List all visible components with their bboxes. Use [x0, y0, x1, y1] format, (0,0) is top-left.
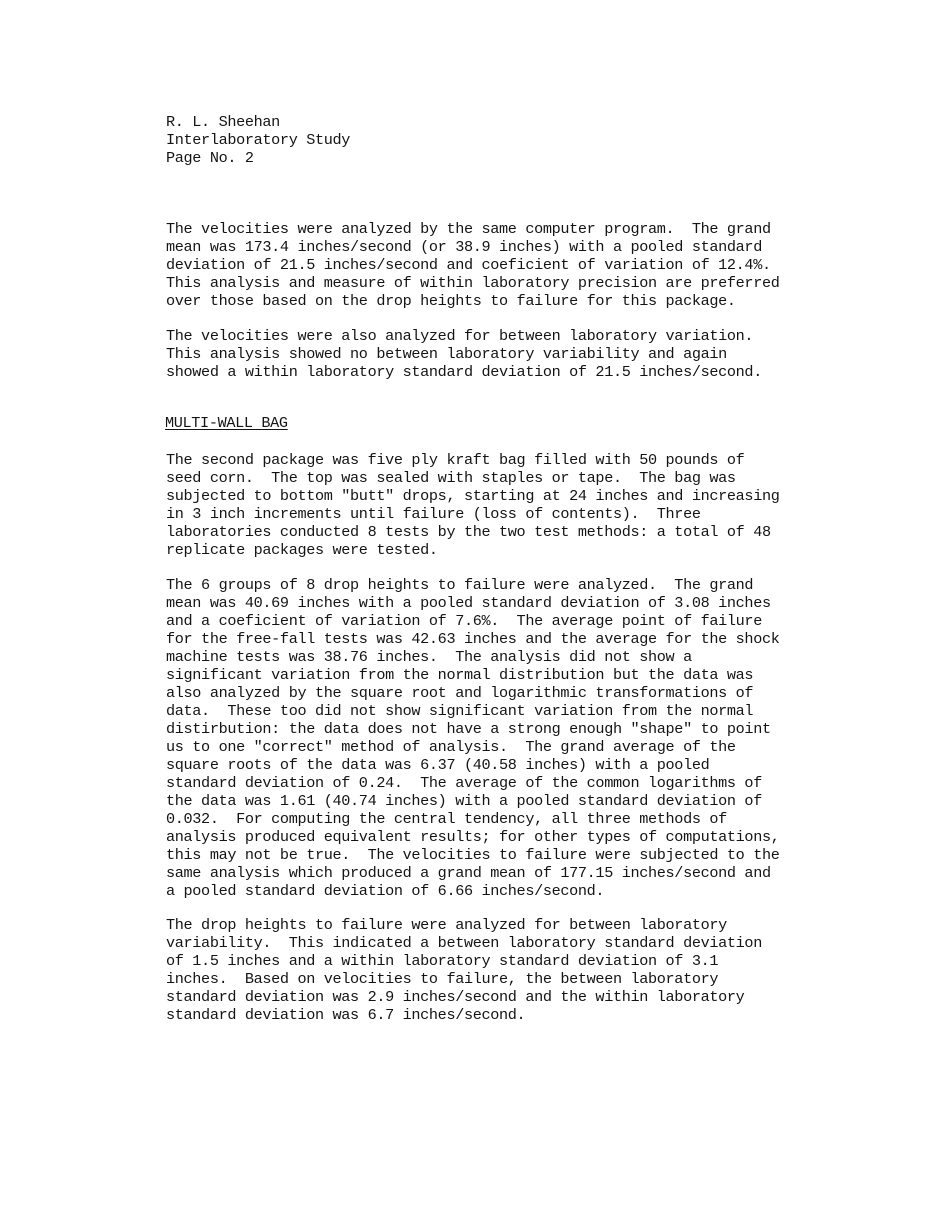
section-heading: MULTI-WALL BAG	[165, 414, 288, 432]
text-line: showed a within laboratory standard deviation of 21.5 inches/second.	[166, 363, 762, 381]
text-line: 0.032. For computing the central tendency, all three methods of	[166, 810, 727, 828]
text-line: laboratories conducted 8 tests by the two test methods: a total of 48	[166, 523, 771, 541]
text-line: square roots of the data was 6.37 (40.58 inches) with a pooled	[166, 756, 710, 774]
text-line: significant variation from the normal distribution but the data was	[166, 666, 754, 684]
text-line: distirbution: the data does not have a strong enough "shape" to point	[166, 720, 771, 738]
header-subject: Interlaboratory Study	[166, 131, 351, 149]
text-line: This analysis and measure of within laboratory precision are preferred	[166, 274, 780, 292]
text-line: also analyzed by the square root and logarithmic transformations of	[166, 684, 754, 702]
text-line: us to one "correct" method of analysis. The grand average of the	[166, 738, 736, 756]
header-page-number: Page No. 2	[166, 149, 254, 167]
text-line: over those based on the drop heights to failure for this package.	[166, 292, 736, 310]
text-line: The 6 groups of 8 drop heights to failure were analyzed. The grand	[166, 576, 754, 594]
text-line: variability. This indicated a between laboratory standard deviation	[166, 934, 762, 952]
text-line: in 3 inch increments until failure (loss of contents). Three	[166, 505, 701, 523]
text-line: of 1.5 inches and a within laboratory standard deviation of 3.1	[166, 952, 719, 970]
header-author: R. L. Sheehan	[166, 113, 280, 131]
text-line: standard deviation was 6.7 inches/second.	[166, 1006, 526, 1024]
text-line: same analysis which produced a grand mean of 177.15 inches/second and	[166, 864, 771, 882]
text-line: analysis produced equivalent results; for other types of computations,	[166, 828, 780, 846]
text-line: replicate packages were tested.	[166, 541, 438, 559]
text-line: seed corn. The top was sealed with staples or tape. The bag was	[166, 469, 736, 487]
text-line: The velocities were also analyzed for between laboratory variation.	[166, 327, 754, 345]
text-line: machine tests was 38.76 inches. The analysis did not show a	[166, 648, 692, 666]
text-line: subjected to bottom "butt" drops, starting at 24 inches and increasing	[166, 487, 780, 505]
text-line: The drop heights to failure were analyzed for between laboratory	[166, 916, 727, 934]
text-line: The second package was five ply kraft bag filled with 50 pounds of	[166, 451, 745, 469]
text-line: standard deviation of 0.24. The average of the common logarithms of	[166, 774, 762, 792]
text-line: and a coeficient of variation of 7.6%. The average point of failure	[166, 612, 762, 630]
text-line: This analysis showed no between laboratory variability and again	[166, 345, 727, 363]
text-line: a pooled standard deviation of 6.66 inches/second.	[166, 882, 605, 900]
text-line: for the free-fall tests was 42.63 inches and the average for the shock	[166, 630, 780, 648]
text-line: mean was 40.69 inches with a pooled standard deviation of 3.08 inches	[166, 594, 771, 612]
text-line: deviation of 21.5 inches/second and coeficient of variation of 12.4%.	[166, 256, 771, 274]
text-line: inches. Based on velocities to failure, the between laboratory	[166, 970, 719, 988]
text-line: The velocities were analyzed by the same computer program. The grand	[166, 220, 771, 238]
text-line: standard deviation was 2.9 inches/second and the within laboratory	[166, 988, 745, 1006]
text-line: this may not be true. The velocities to failure were subjected to the	[166, 846, 780, 864]
text-line: the data was 1.61 (40.74 inches) with a pooled standard deviation of	[166, 792, 762, 810]
text-line: mean was 173.4 inches/second (or 38.9 inches) with a pooled standard	[166, 238, 762, 256]
text-line: data. These too did not show significant variation from the normal	[166, 702, 754, 720]
